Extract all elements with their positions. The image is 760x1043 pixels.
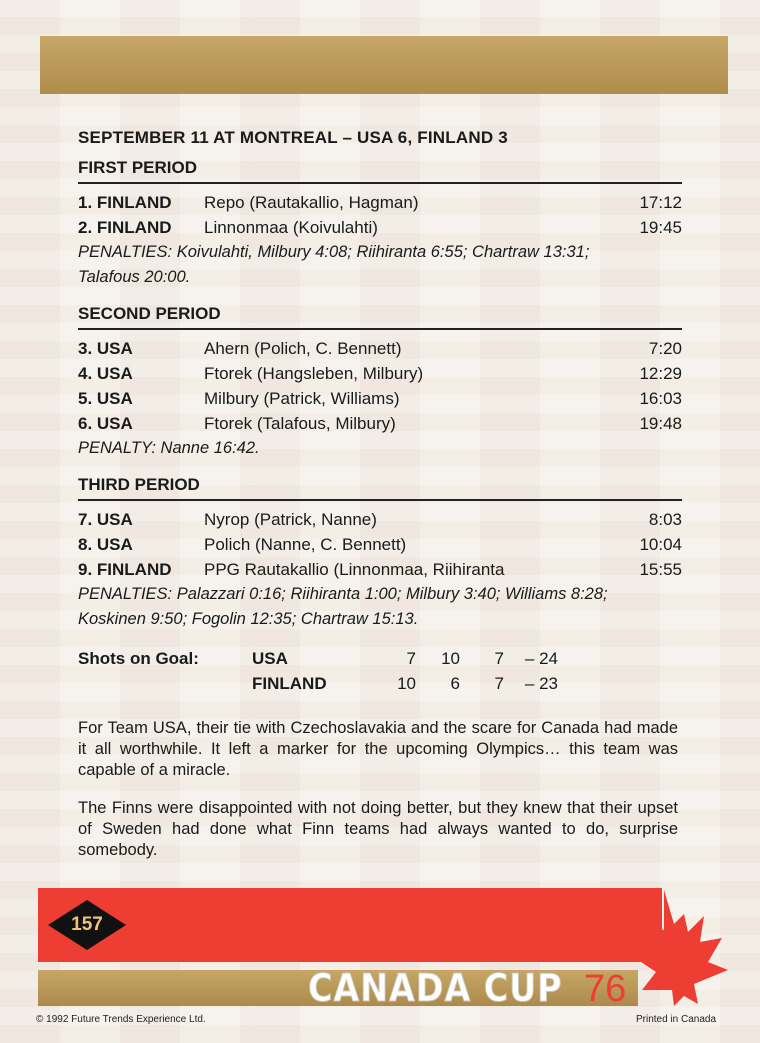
top-gold-band: [40, 36, 728, 94]
shots-period-2: 6: [450, 674, 460, 693]
game-title: SEPTEMBER 11 AT MONTREAL – USA 6, FINLAND 3: [78, 128, 508, 147]
shots-total: – 24: [524, 649, 558, 668]
shots-row: [78, 671, 682, 696]
shots-total: – 23: [524, 674, 558, 693]
summary-paragraph-usa: For Team USA, their tie with Czechoslavakia and the scare for Canada had made it all worthwhile. It left a marker for the upcoming Olympics… this team was capable of a miracle.: [78, 719, 678, 779]
penalties-line: PENALTY: Nanne 16:42.: [78, 439, 260, 457]
goal-row: [78, 190, 682, 215]
goal-scorer: Milbury (Patrick, Williams): [204, 389, 400, 408]
printed-in-text: Printed in Canada: [636, 1014, 717, 1025]
goal-time: 19:45: [639, 218, 682, 237]
goal-row: [78, 336, 682, 361]
goal-scorer: Ahern (Polich, C. Bennett): [204, 339, 402, 358]
goal-row: [78, 507, 682, 532]
shots-label: Shots on Goal:: [78, 649, 199, 668]
goal-row: [78, 215, 682, 240]
shots-row: [78, 646, 682, 671]
goal-row: [78, 532, 682, 557]
goal-scorer: Ftorek (Talafous, Milbury): [204, 414, 396, 433]
shots-team: FINLAND: [252, 674, 327, 693]
goal-scorer: Ftorek (Hangsleben, Milbury): [204, 364, 424, 383]
shots-label-spacer: [78, 671, 252, 696]
card-number: 157: [71, 914, 103, 935]
goal-row: [78, 411, 682, 436]
goal-scorer: Nyrop (Patrick, Nanne): [204, 510, 377, 529]
shots-period-2: 10: [441, 649, 460, 668]
goal-number: 7. USA: [78, 510, 133, 529]
penalties-line: Talafous 20:00.: [78, 268, 191, 286]
goal-scorer: Polich (Nanne, C. Bennett): [204, 535, 407, 554]
goal-time: 12:29: [639, 364, 682, 383]
goal-number: 6. USA: [78, 414, 133, 433]
goal-time: 7:20: [648, 339, 682, 358]
goal-scorer: Linnonmaa (Koivulahti): [204, 218, 378, 237]
goal-number: 3. USA: [78, 339, 133, 358]
maple-leaf-icon: [634, 886, 730, 1010]
red-band: [38, 888, 662, 962]
goal-time: 10:04: [639, 535, 682, 554]
goal-number: 5. USA: [78, 389, 133, 408]
period-title: SECOND PERIOD: [78, 304, 682, 330]
goal-row: [78, 557, 682, 582]
shots-period-3: 7: [494, 649, 504, 668]
penalties-line: PENALTIES: Palazzari 0:16; Riihiranta 1:00; Milbury 3:40; Williams 8:28;: [78, 585, 608, 603]
goal-scorer: Repo (Rautakallio, Hagman): [204, 193, 419, 212]
goal-number: 1. FINLAND: [78, 193, 172, 212]
period-first: [78, 158, 682, 290]
goal-time: 15:55: [639, 560, 682, 579]
period-title: THIRD PERIOD: [78, 475, 682, 501]
goal-time: 17:12: [639, 193, 682, 212]
shots-team: USA: [252, 649, 288, 668]
goal-number: 4. USA: [78, 364, 133, 383]
period-third: [78, 475, 682, 632]
summary-paragraph-finland: The Finns were disappointed with not doing better, but they knew that their upset of Sweden had done what Finn teams had always wanted to do, surprise somebody.: [78, 799, 678, 859]
penalties-line: PENALTIES: Koivulahti, Milbury 4:08; Riihiranta 6:55; Chartraw 13:31;: [78, 243, 590, 261]
goal-number: 8. USA: [78, 535, 133, 554]
period-second: [78, 304, 682, 461]
shots-on-goal: [78, 646, 682, 696]
game-summary: [78, 128, 682, 696]
shots-period-1: 10: [397, 674, 416, 693]
canada-cup-logo-year: 76: [584, 968, 627, 1010]
goal-number: 9. FINLAND: [78, 560, 172, 579]
period-title: FIRST PERIOD: [78, 158, 682, 184]
shots-period-1: 7: [406, 649, 416, 668]
copyright-text: © 1992 Future Trends Experience Ltd.: [36, 1014, 206, 1025]
shots-period-3: 7: [494, 674, 504, 693]
penalties-line: Koskinen 9:50; Fogolin 12:35; Chartraw 15:13.: [78, 610, 419, 628]
goal-row: [78, 386, 682, 411]
goal-row: [78, 361, 682, 386]
goal-time: 16:03: [639, 389, 682, 408]
goal-scorer: PPG Rautakallio (Linnonmaa, Riihiranta: [204, 560, 505, 579]
goal-number: 2. FINLAND: [78, 218, 172, 237]
goal-time: 8:03: [648, 510, 682, 529]
goal-time: 19:48: [639, 414, 682, 433]
canada-cup-logo-text: CANADA CUP: [308, 966, 563, 1010]
